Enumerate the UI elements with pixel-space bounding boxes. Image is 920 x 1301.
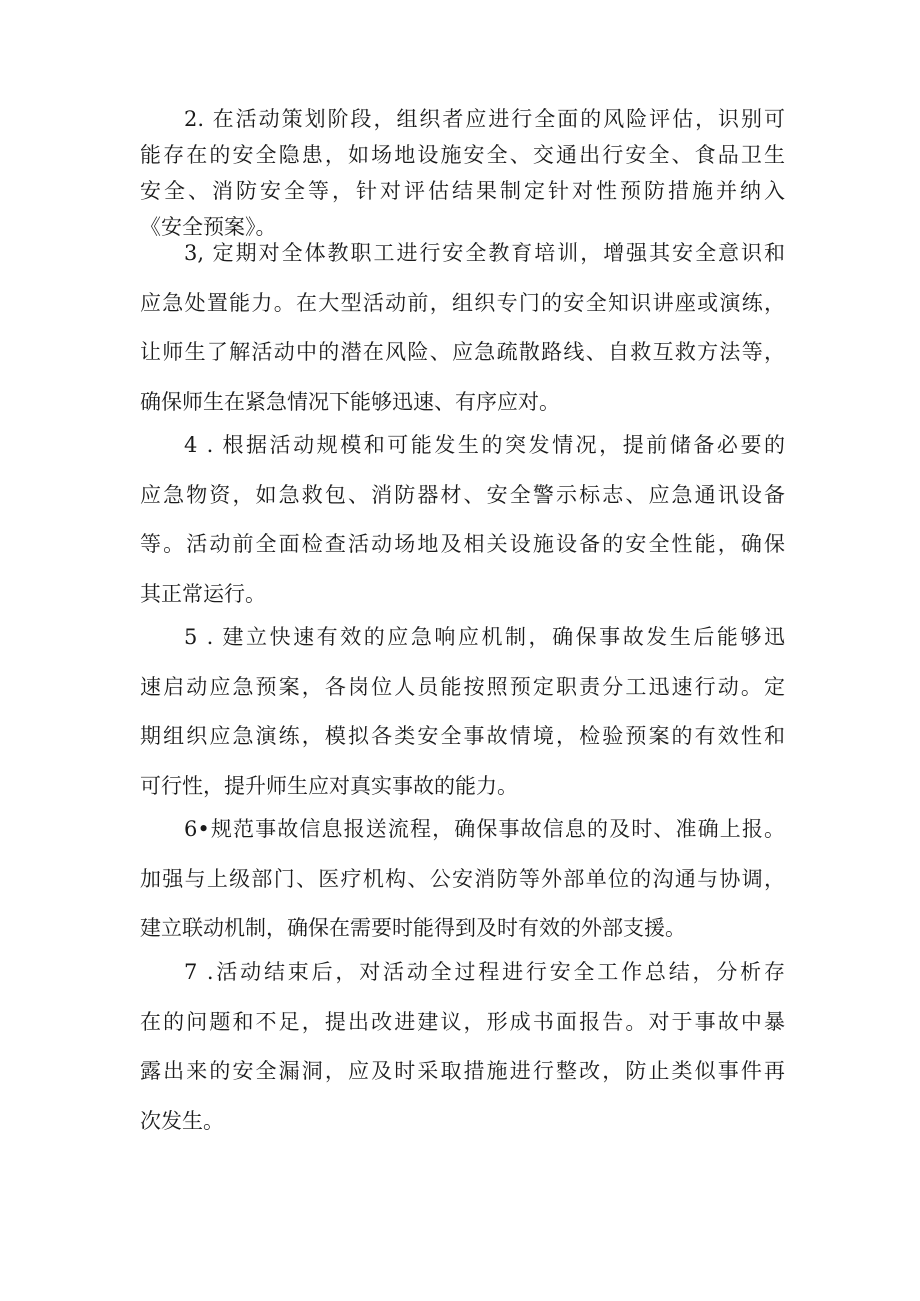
paragraph-7 xyxy=(140,948,785,1146)
paragraph-line: 其正常运行。 xyxy=(140,581,266,606)
paragraph-line: 可行性，提升师生应对真实事故的能力。 xyxy=(140,773,518,798)
paragraph-line: 6•规范事故信息报送流程，确保事故信息的及时、准确上报。 xyxy=(184,817,785,841)
paragraph-line: 次发生。 xyxy=(140,1108,224,1133)
paragraph-line: 期组织应急演练，模拟各类安全事故情境，检验预案的有效性和 xyxy=(140,724,785,748)
paragraph-5 xyxy=(140,613,785,811)
paragraph-4 xyxy=(140,421,785,619)
paragraph-line: 露出来的安全漏洞，应及时采取措施进行整改，防止类似事件再 xyxy=(140,1059,785,1083)
paragraph-line: 3, 定期对全体教职工进行安全教育培训，增强其安全意识和 xyxy=(184,241,785,265)
paragraph-6 xyxy=(140,805,785,954)
paragraph-line: 7 .活动结束后，对活动全过程进行安全工作总结，分析存 xyxy=(184,960,785,984)
paragraph-line: 等。活动前全面检查活动场地及相关设施设备的安全性能，确保 xyxy=(140,532,785,556)
paragraph-line: 应急处置能力。在大型活动前，组织专门的安全知识讲座或演练， xyxy=(140,290,785,315)
paragraph-line: 4 . 根据活动规模和可能发生的突发情况，提前储备必要的 xyxy=(184,433,785,457)
paragraph-line: 安全、消防安全等，针对评估结果制定针对性预防措施并纳入 xyxy=(140,179,785,203)
paragraph-2 xyxy=(140,101,785,245)
paragraph-line: 建立联动机制，确保在需要时能得到及时有效的外部支援。 xyxy=(140,916,686,940)
paragraph-line: 速启动应急预案，各岗位人员能按照预定职责分工迅速行动。定 xyxy=(140,674,785,699)
paragraph-line: 让师生了解活动中的潜在风险、应急疏散路线、自救互救方法等， xyxy=(140,340,785,364)
paragraph-line: 应急物资，如急救包、消防器材、安全警示标志、应急通讯设备 xyxy=(140,482,785,507)
paragraph-line: 《安全预案》。 xyxy=(140,215,277,239)
paragraph-line: 5 . 建立快速有效的应急响应机制，确保事故发生后能够迅 xyxy=(184,625,785,649)
paragraph-line: 2. 在活动策划阶段，组织者应进行全面的风险评估，识别可 xyxy=(184,107,785,131)
paragraph-line: 在的问题和不足，提出改进建议，形成书面报告。对于事故中暴 xyxy=(140,1009,785,1034)
paragraph-line: 确保师生在紧急情况下能够迅速、有序应对。 xyxy=(140,389,560,414)
paragraph-line: 能存在的安全隐患，如场地设施安全、交通出行安全、食品卫生 xyxy=(140,143,785,167)
paragraph-3 xyxy=(140,229,785,427)
paragraph-line: 加强与上级部门、医疗机构、公安消防等外部单位的沟通与协调， xyxy=(140,866,785,891)
